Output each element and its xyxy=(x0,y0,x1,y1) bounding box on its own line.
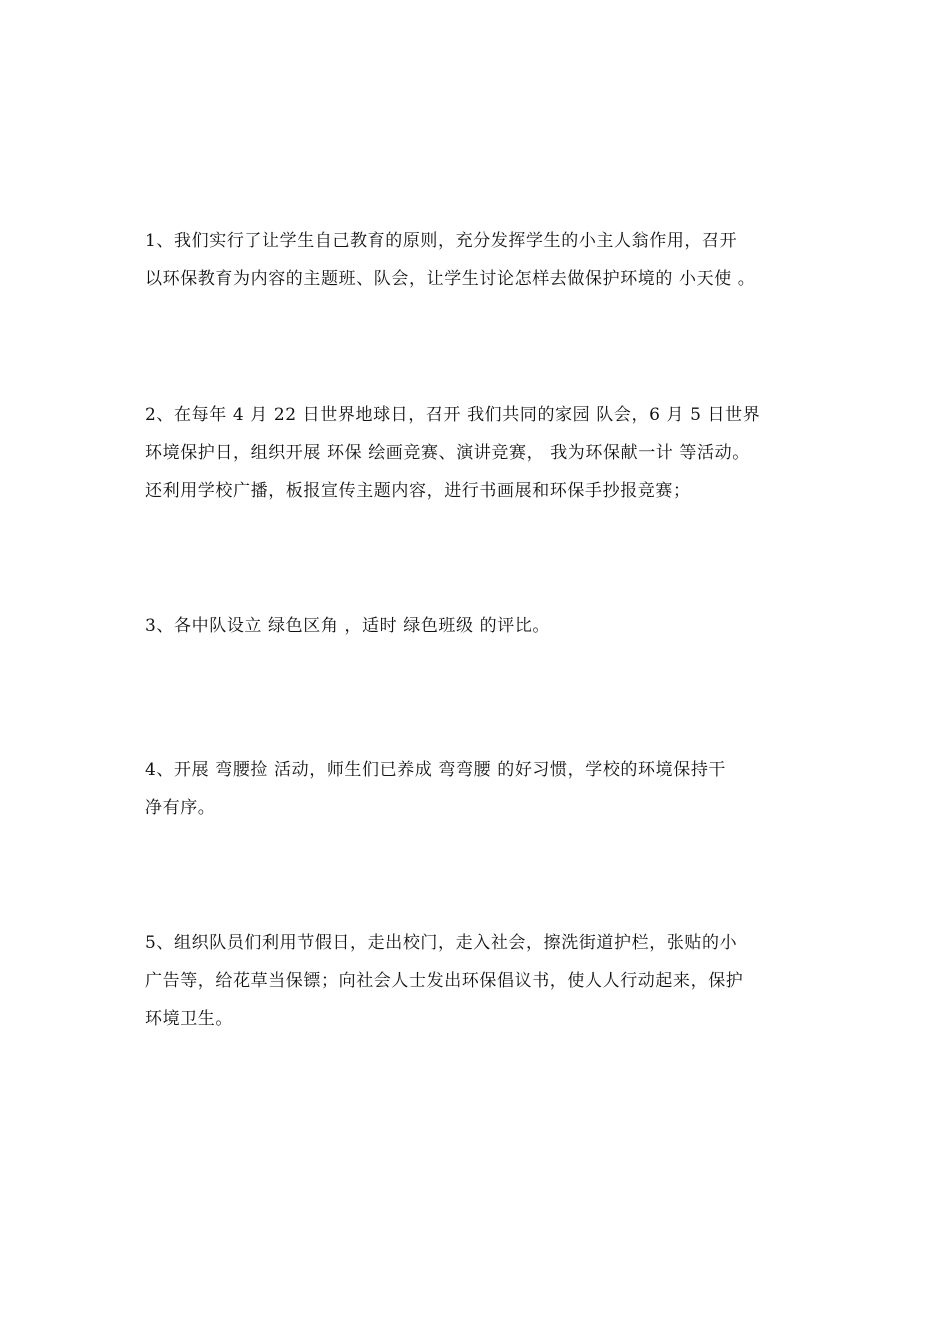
paragraph-line: 净有序。 xyxy=(145,798,216,818)
paragraph-5 xyxy=(145,924,835,1038)
paragraph-line: 环境保护日，组织开展 环保 绘画竞赛、演讲竞赛， 我为环保献一计 等活动。 xyxy=(145,443,750,463)
paragraph-line: 2、在每年 4 月 22 日世界地球日，召开 我们共同的家园 队会，6 月 5 日世界 xyxy=(145,405,761,425)
paragraph-3 xyxy=(145,607,835,645)
paragraph-line: 广告等，给花草当保镖；向社会人士发出环保倡议书，使人人行动起来，保护 xyxy=(145,971,744,991)
paragraph-line: 3、各中队设立 绿色区角 ，适时 绿色班级 的评比。 xyxy=(145,616,551,636)
paragraph-2 xyxy=(145,396,835,510)
paragraph-line: 1、我们实行了让学生自己教育的原则，充分发挥学生的小主人翁作用，召开 xyxy=(145,231,738,251)
paragraph-line: 5、组织队员们利用节假日，走出校门，走入社会，擦洗街道护栏，张贴的小 xyxy=(145,933,738,953)
paragraph-4 xyxy=(145,751,835,827)
paragraph-line: 以环保教育为内容的主题班、队会，让学生讨论怎样去做保护环境的 小天使 。 xyxy=(145,269,756,289)
paragraph-line: 还利用学校广播，板报宣传主题内容，进行书画展和环保手抄报竞赛； xyxy=(145,481,691,501)
paragraph-line: 4、开展 弯腰捡 活动，师生们已养成 弯弯腰 的好习惯，学校的环境保持干 xyxy=(145,760,727,780)
paragraph-1 xyxy=(145,222,835,298)
paragraph-line: 环境卫生。 xyxy=(145,1009,233,1029)
